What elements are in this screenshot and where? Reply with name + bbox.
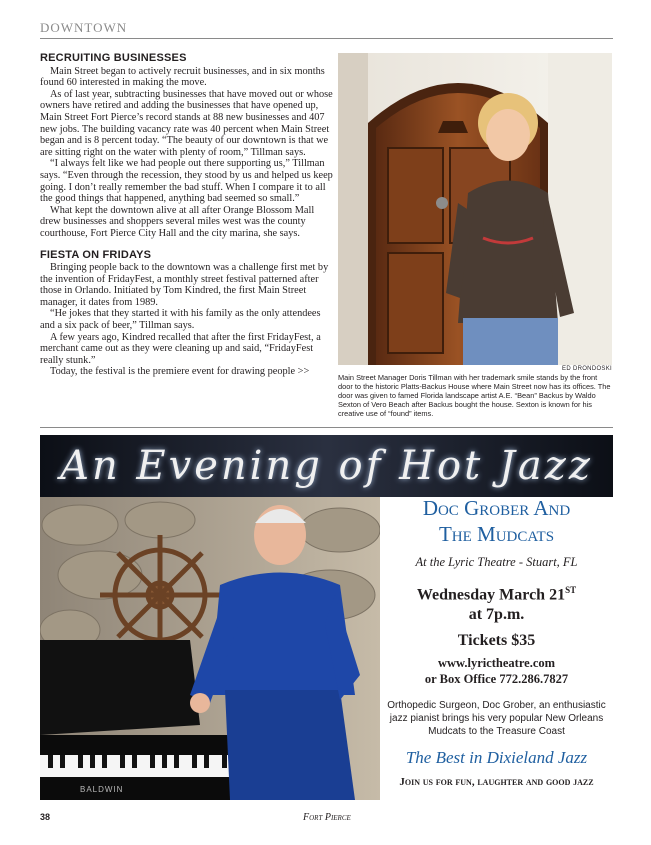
venue: At the Lyric Theatre - Stuart, FL	[415, 555, 578, 569]
ad-tagline: Join us for fun, laughter and good jazz	[399, 776, 594, 789]
article-column	[40, 53, 336, 378]
ad-slogan: The Best in Dixieland Jazz	[405, 748, 588, 768]
paragraph: “He jokes that they started it with his family as the only attendees and a six pack of beer,” Tillman says.	[40, 308, 321, 332]
paragraph: As of last year, subtracting businesses that have moved out or whose owners have retired and adding the businesses that have opened up, Main Street Fort Pierce’s record stands at 88 new businesses and 407 new jobs. The building vacancy rate was 40 percent when Main Street began and is 8 percent today. “The beauty of our downtown is that we are sitting right on the water with plenty of room,” Tillman says.	[40, 88, 333, 158]
website: www.lyrictheatre.com	[437, 656, 556, 671]
paragraph: Bringing people back to the downtown was a challenge first met by the invention of FridayFest, a monthly street festival patterned after those in Orlando. Initiated by Tom Kindred, the first Main Street manager, it dates from 1989.	[40, 262, 329, 308]
section-label: DOWNTOWN	[40, 20, 128, 35]
ad-banner-title: An Evening of Hot Jazz	[60, 443, 593, 489]
ticket-price: Tickets $35	[457, 632, 536, 650]
ad-description: Orthopedic Surgeon, Doc Grober, an enthusiastic jazz pianist brings his very popular New Orleans Mudcats to the Treasure Coast	[387, 700, 606, 738]
photo-caption: Main Street Manager Doris Tillman with her trademark smile stands by the front door to the historic Platts-Backus House where Main Street now has its offices. The door was given to famed Florida landscape artist A.E. “Bean” Backus by Waldo Sexton of Vero Beach after Backus bought the house. Sexton is known for his creative use of “found” items.	[338, 373, 611, 419]
box-office: or Box Office 772.286.7827	[424, 672, 569, 687]
heading-fiesta: FIESTA ON FRIDAYS	[40, 248, 152, 261]
paragraph: “I always felt like we had people out there supporting us,” Tillman says. “Even through the recession, they stood by us and helped us keep going. I don’t really remember the bad stuff. When I compare it to all the good things that happened, anything bad seemed so small.”	[40, 158, 333, 205]
piano-brand: BALDWIN	[80, 785, 124, 794]
band-name-line1: Doc Grober And	[422, 496, 571, 520]
photo-credit: ED DRONDOSKI	[562, 366, 612, 372]
ad-details	[380, 495, 613, 788]
jazz-advertisement	[40, 435, 613, 800]
date-main: Wednesday March 21	[416, 586, 566, 604]
ad-separator	[40, 427, 613, 428]
paragraph: Main Street began to actively recruit businesses, and in six months found 60 interested in making the move.	[40, 65, 325, 89]
paragraph: Today, the festival is the premiere event for drawing people >>	[50, 366, 310, 378]
paragraph: A few years ago, Kindred recalled that after the first FridayFest, a merchant came out as they were cleaning up and said, “FridayFest really stunk.”	[40, 331, 321, 366]
tillman-photo	[338, 53, 612, 365]
header-rule	[40, 38, 613, 39]
event-date	[380, 580, 613, 605]
magazine-name: Fort Pierce	[303, 812, 351, 823]
photo-illustration	[338, 53, 612, 365]
page-number: 38	[40, 812, 51, 822]
paragraph: What kept the downtown alive at all after Orange Blossom Mall drew businesses and shoppers several miles west was the county courthouse, Fort Pierce City Hall and the city marina, she says.	[40, 204, 315, 239]
event-time: at 7p.m.	[468, 606, 525, 624]
band-name-line2: The Mudcats	[438, 522, 555, 546]
heading-recruiting: RECRUITING BUSINESSES	[40, 52, 187, 64]
date-suffix: ST	[565, 585, 577, 595]
